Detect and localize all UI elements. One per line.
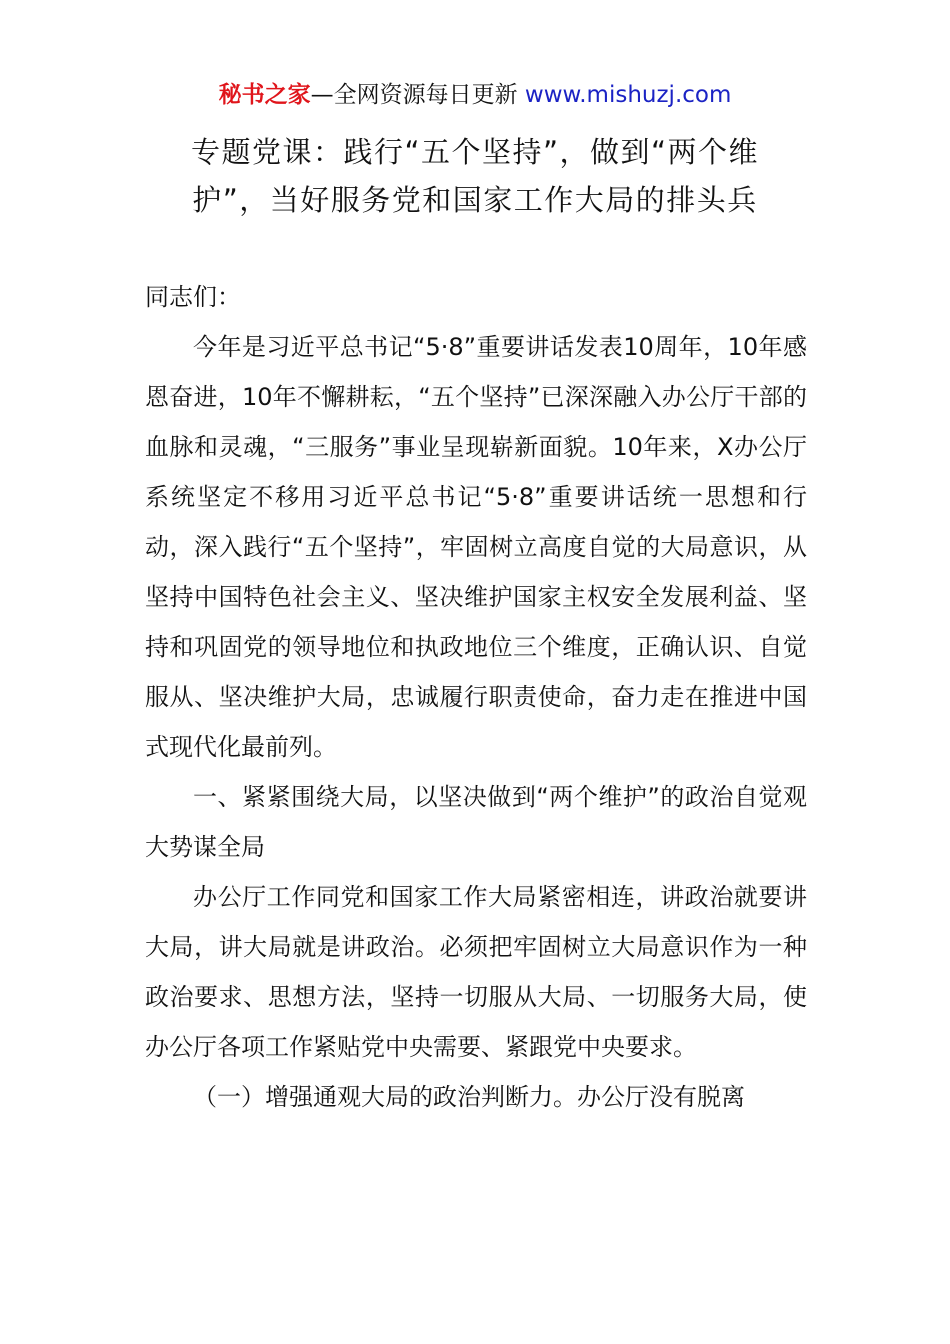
header-tagline: —全网资源每日更新 <box>310 82 525 108</box>
paragraph-intro: 今年是习近平总书记“5·8”重要讲话发表10周年，10年感恩奋进，10年不懈耕耘，“五个坚持”已深深融入办公厅干部的血脉和灵魂，“三服务”事业呈现崭新面貌。10年来，X办公厅系统坚定不移用习近平总书记“5·8”重要讲话统一思想和行动，深入践行“五个坚持”，牢固树立高度自觉的大局意识，从坚持中国特色社会主义、坚决维护国家主权安全发展利益、坚持和巩固党的领导地位和执政地位三个维度，正确认识、自觉服从、坚决维护大局，忠诚履行职责使命，奋力走在推进中国式现代化最前列。 <box>145 333 807 761</box>
section-heading-1: 一、紧紧围绕大局，以坚决做到“两个维护”的政治自觉观大势谋全局 <box>145 783 807 861</box>
salutation: 同志们： <box>145 283 241 311</box>
site-url[interactable]: www.mishuzj.com <box>524 82 732 108</box>
title-line-1: 专题党课：践行“五个坚持”，做到“两个维 <box>190 135 760 169</box>
paragraph-section-1: 办公厅工作同党和国家工作大局紧密相连，讲政治就要讲大局，讲大局就是讲政治。必须把牢固树立大局意识作为一种政治要求、思想方法，坚持一切服从大局、一切服务大局，使办公厅各项工作紧贴党中央需要、紧跟党中央要求。 <box>145 883 807 1061</box>
site-header <box>0 78 950 112</box>
brand-name: 秘书之家 <box>218 82 311 108</box>
document-title <box>140 128 810 224</box>
document-body <box>145 272 807 1122</box>
subsection-heading-1: （一）增强通观大局的政治判断力。办公厅没有脱离 <box>193 1083 745 1111</box>
title-line-2: 护”，当好服务党和国家工作大局的排头兵 <box>192 183 758 217</box>
